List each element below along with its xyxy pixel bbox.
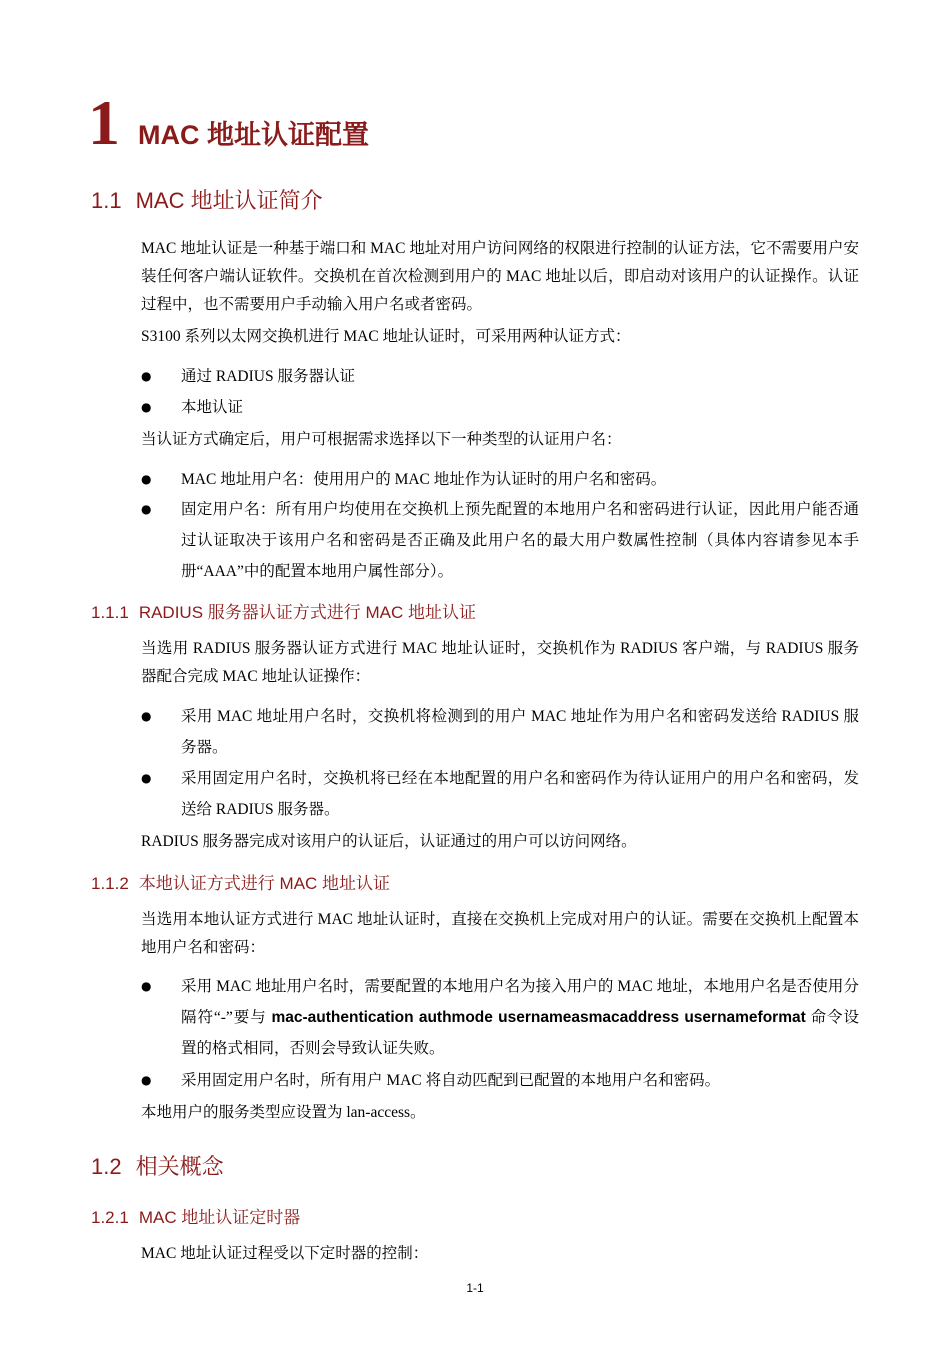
section-title: MAC 地址认证定时器 <box>138 1208 301 1227</box>
paragraph-timers: MAC 地址认证过程受以下定时器的控制： <box>141 1245 429 1262</box>
chapter-number: 1 <box>88 87 120 158</box>
section-number: 1.1.1 <box>91 603 129 622</box>
list-item <box>141 361 859 392</box>
list-item-text: 本地认证 <box>181 399 244 416</box>
section-number: 1.2 <box>91 1154 122 1179</box>
list-item-text: 固定用户名：所有用户均使用在交换机上预先配置的本地用户名和密码进行认证，因此用户能否通过认证取决于该用户名和密码是否正确及此用户名的最大用户数属性控制（具体内容请参见本手册“AAA”中的配置本地用户属性部分）。 <box>181 501 859 580</box>
list-item-text: 采用固定用户名时，所有用户 MAC 将自动匹配到已配置的本地用户名和密码。 <box>181 1072 721 1089</box>
paragraph-intro: MAC 地址认证是一种基于端口和 MAC 地址对用户访问网络的权限进行控制的认证方法，它不需要用户安装任何客户端认证软件。交换机在首次检测到用户的 MAC 地址以后，即启动对该用户的认证操作。认证过程中，也不需要用户手动输入用户名或者密码。 <box>141 240 859 313</box>
bullet-icon: ● <box>141 1073 152 1087</box>
list-item-text <box>181 971 859 1064</box>
list-item-text: 采用固定用户名时，交换机将已经在本地配置的用户名和密码作为待认证用户的用户名和密码，发送给 RADIUS 服务器。 <box>181 770 859 818</box>
command-text: mac-authentication authmode usernameasmacaddress usernameformat <box>271 1009 806 1026</box>
section-number: 1.1.2 <box>91 874 129 893</box>
list-item <box>141 392 859 423</box>
list-item <box>141 971 859 1064</box>
paragraph-service-type: 本地用户的服务类型应设置为 lan-access。 <box>141 1104 426 1121</box>
list-item <box>141 464 859 495</box>
list-item-text-before: 采用 MAC 地址用户名时，需要配置的本地用户名为接入用户的 MAC 地址，本地用户名是否使用分隔符“-”要与 <box>181 978 859 1026</box>
section-heading-1-1-2 <box>91 872 390 896</box>
bullet-icon: ● <box>141 502 152 516</box>
page-number: 1-1 <box>466 1281 484 1295</box>
list-item-text-after: 命令设置的格式相同，否则会导致认证失败。 <box>181 1009 859 1057</box>
list-item <box>141 494 859 587</box>
list-item <box>141 763 859 825</box>
list-item-text: 通过 RADIUS 服务器认证 <box>181 368 355 385</box>
section-number: 1.1 <box>91 188 122 213</box>
paragraph-username-types: 当认证方式确定后，用户可根据需求选择以下一种类型的认证用户名： <box>141 431 622 448</box>
section-title: 相关概念 <box>135 1154 224 1179</box>
bullet-icon: ● <box>141 979 152 993</box>
list-item <box>141 1065 859 1096</box>
section-heading-1-1 <box>91 186 323 216</box>
section-number: 1.2.1 <box>91 1208 129 1227</box>
bullet-icon: ● <box>141 400 152 414</box>
section-title: MAC 地址认证简介 <box>135 188 323 213</box>
bullet-icon: ● <box>141 369 152 383</box>
bullet-icon: ● <box>141 709 152 723</box>
bullet-icon: ● <box>141 472 152 486</box>
paragraph-radius-auth: 当选用 RADIUS 服务器认证方式进行 MAC 地址认证时，交换机作为 RADIUS 客户端，与 RADIUS 服务器配合完成 MAC 地址认证操作： <box>141 640 859 685</box>
paragraph-auth-modes: S3100 系列以太网交换机进行 MAC 地址认证时，可采用两种认证方式： <box>141 328 631 345</box>
list-item <box>141 701 859 763</box>
section-title: RADIUS 服务器认证方式进行 MAC 地址认证 <box>138 603 476 622</box>
list-item-text: 采用 MAC 地址用户名时，交换机将检测到的用户 MAC 地址作为用户名和密码发送给 RADIUS 服务器。 <box>181 708 859 756</box>
chapter-heading <box>88 88 369 158</box>
section-heading-1-2 <box>91 1152 224 1182</box>
section-heading-1-2-1 <box>91 1206 300 1230</box>
bullet-icon: ● <box>141 771 152 785</box>
section-title: 本地认证方式进行 MAC 地址认证 <box>138 874 391 893</box>
list-item-text: MAC 地址用户名：使用用户的 MAC 地址作为认证时的用户名和密码。 <box>181 471 667 488</box>
chapter-title: MAC 地址认证配置 <box>138 120 369 150</box>
paragraph-radius-done: RADIUS 服务器完成对该用户的认证后，认证通过的用户可以访问网络。 <box>141 833 637 850</box>
paragraph-local-auth: 当选用本地认证方式进行 MAC 地址认证时，直接在交换机上完成对用户的认证。需要在交换机上配置本地用户名和密码： <box>141 911 859 956</box>
section-heading-1-1-1 <box>91 601 476 625</box>
